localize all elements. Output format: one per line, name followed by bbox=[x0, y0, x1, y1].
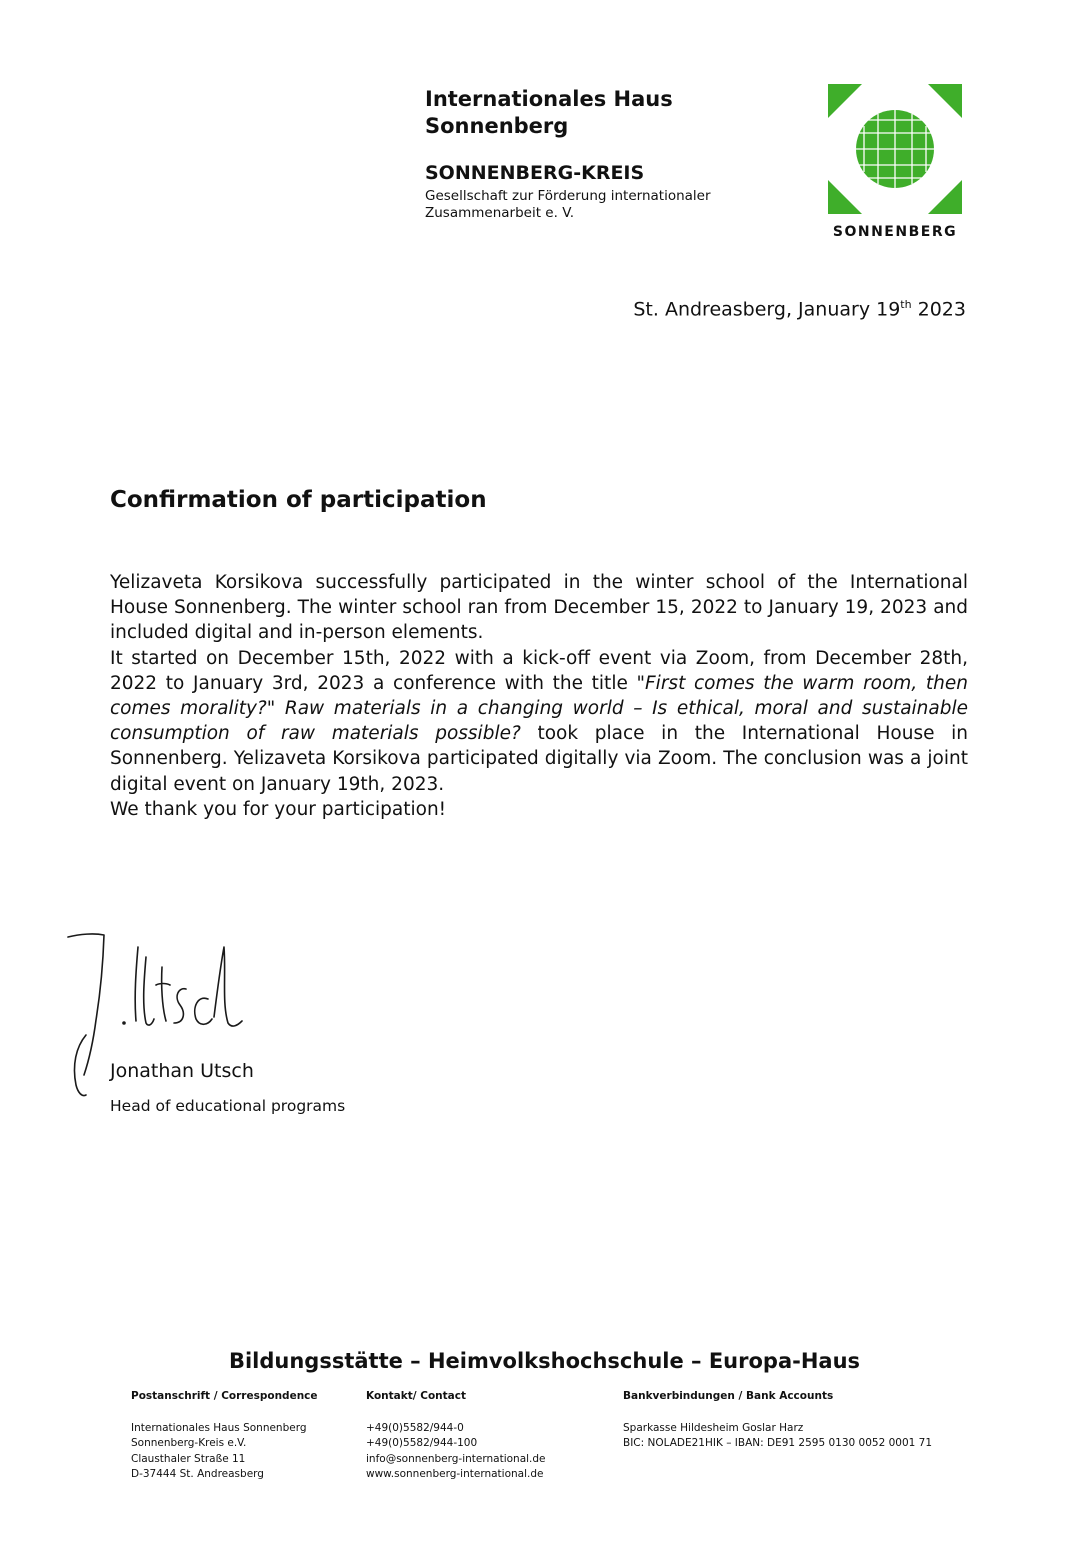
footer-address-line: Sonnenberg-Kreis e.V. bbox=[131, 1437, 247, 1449]
footer-bank-iban: BIC: NOLADE21HIK – IBAN: DE91 2595 0130 0052 0001 71 bbox=[623, 1437, 933, 1449]
body-p2-end: took place in the International House in Sonnenberg. Yelizaveta Korsikova participated digitally via Zoom. The conclusion was a joint digital event on January 19th, 2023. bbox=[110, 723, 969, 795]
date-year: 2023 bbox=[911, 298, 966, 321]
org-name bbox=[425, 86, 673, 140]
footer-contact bbox=[366, 1389, 546, 1483]
org-subtitle-line2: Zusammenarbeit e. V. bbox=[425, 205, 574, 221]
footer-address-line: Internationales Haus Sonnenberg bbox=[131, 1421, 307, 1434]
footer-bank-heading: Bankverbindungen / Bank Accounts bbox=[623, 1390, 834, 1402]
body-paragraph-1: Yelizaveta Korsikova successfully participated in the winter school of the International House Sonnenberg. The winter school ran from December 15, 2022 to January 19, 2023 and included digital and in-person elements. bbox=[110, 572, 968, 644]
footer-email-link[interactable]: info@sonnenberg-international.de bbox=[366, 1452, 546, 1465]
footer-contact-heading: Kontakt/ Contact bbox=[366, 1390, 466, 1402]
signer-role: Head of educational programs bbox=[110, 1097, 346, 1115]
org-kreis: SONNENBERG-KREIS bbox=[425, 162, 645, 184]
org-name-line2: Sonnenberg bbox=[425, 114, 569, 138]
footer-website-link[interactable]: www.sonnenberg-international.de bbox=[366, 1468, 544, 1480]
org-name-line1: Internationales Haus bbox=[425, 87, 673, 111]
footer-title: Bildungsstätte – Heimvolkshochschule – Europa-Haus bbox=[228, 1349, 861, 1373]
date-suffix: th bbox=[900, 298, 912, 311]
footer-correspondence-heading: Postanschrift / Correspondence bbox=[131, 1390, 318, 1402]
footer-address-line: Clausthaler Straße 11 bbox=[131, 1452, 246, 1465]
letter-date bbox=[633, 298, 966, 320]
document-title: Confirmation of participation bbox=[110, 487, 487, 513]
footer-bank bbox=[623, 1389, 932, 1452]
date-prefix: St. Andreasberg, January 19 bbox=[633, 298, 901, 321]
conference-title: "First comes the warm room, then comes morality?" Raw materials in a changing world – Is ethical, moral and sustainable consumption of raw materials possible? bbox=[110, 672, 968, 745]
body-p2-start: It started on December 15th, 2022 with a kick-off event via Zoom, from December 28th, 2022 to January 3rd, 2023 a conference with the title bbox=[110, 647, 968, 694]
signer-name: Jonathan Utsch bbox=[110, 1060, 254, 1082]
footer-phone: +49(0)5582/944-0 bbox=[366, 1421, 464, 1434]
footer-fax: +49(0)5582/944-100 bbox=[366, 1437, 478, 1449]
sonnenberg-logo bbox=[828, 84, 962, 244]
org-subtitle-line1: Gesellschaft zur Förderung internationaler bbox=[425, 188, 711, 204]
logo-text: SONNENBERG bbox=[832, 224, 958, 240]
footer-address-line: D-37444 St. Andreasberg bbox=[131, 1468, 264, 1480]
footer-correspondence bbox=[131, 1389, 318, 1483]
org-subtitle bbox=[425, 188, 711, 222]
letter-body bbox=[110, 570, 968, 822]
body-paragraph-2 bbox=[110, 646, 968, 797]
footer-bank-name: Sparkasse Hildesheim Goslar Harz bbox=[623, 1421, 804, 1434]
body-paragraph-3: We thank you for your participation! bbox=[110, 798, 447, 820]
